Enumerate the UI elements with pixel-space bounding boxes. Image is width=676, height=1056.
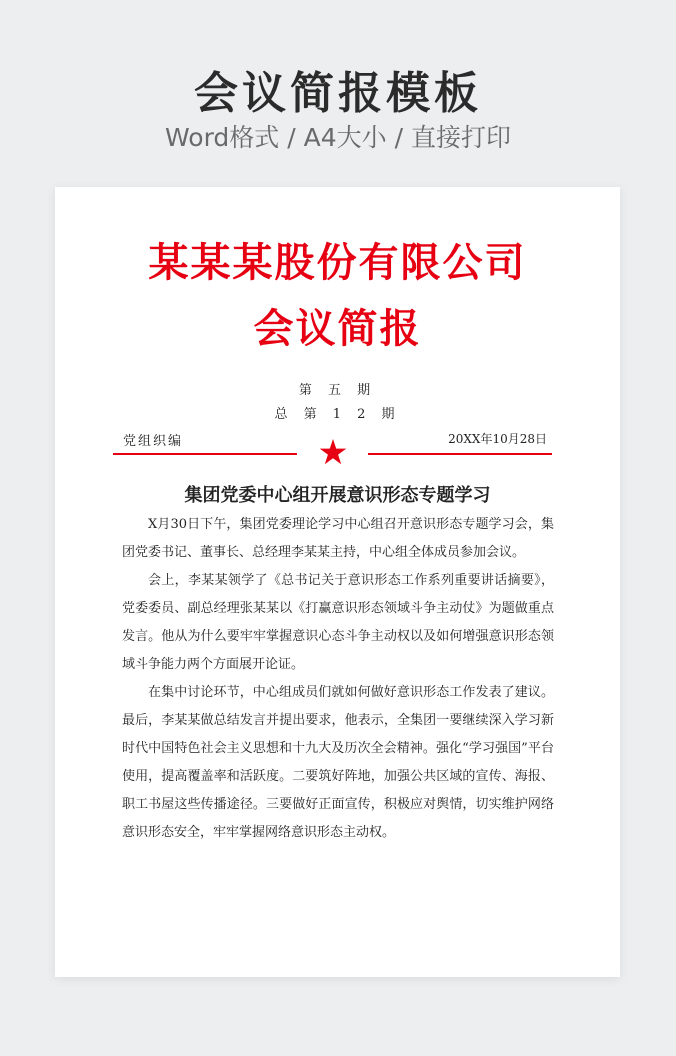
paragraph: X月30日下午，集团党委理论学习中心组召开意识形态专题学习会，集团党委书记、董事长、总经理李某某主持，中心组全体成员参加会议。	[122, 517, 554, 560]
page-subtitle: Word格式 / A4大小 / 直接打印	[165, 123, 511, 152]
paragraph: 在集中讨论环节，中心组成员们就如何做好意识形态工作发表了建议。最后，李某某做总结发言并提出要求，他表示，全集团一要继续深入学习新时代中国特色社会主义思想和十九大及历次全会精神。强化“学习强国”平台使用，提高覆盖率和活跃度。二要筑好阵地，加强公共区域的宣传、海报、职工书屋这些传播途径。三要做好正面宣传，积极应对舆情，切实维护网络意识形态安全，牢牢掌握网络意识形态主动权。	[122, 685, 554, 840]
article-body	[122, 511, 554, 847]
red-divider-left	[113, 453, 297, 455]
document-page	[55, 187, 620, 977]
article-title: 集团党委中心组开展意识形态专题学习	[184, 485, 491, 506]
company-name: 某某某股份有限公司	[148, 240, 527, 286]
page-title: 会议简报模板	[194, 68, 482, 119]
document-date: 20XX年10月28日	[448, 432, 547, 446]
brief-title: 会议简报	[253, 306, 422, 352]
issue-number: 第 五 期	[298, 383, 377, 398]
total-issue-number: 总 第 1 2 期	[274, 407, 401, 422]
star-icon	[319, 438, 347, 466]
red-divider-right	[368, 453, 552, 455]
paragraph: 会上，李某某领学了《总书记关于意识形态工作系列重要讲话摘要》，党委委员、副总经理张某某以《打赢意识形态领域斗争主动仗》为题做重点发言。他从为什么要牢牢掌握意识心态斗争主动权以及如何增强意识形态领域斗争能力两个方面展开论证。	[122, 573, 554, 672]
organizer-label: 党组织编	[123, 434, 184, 449]
